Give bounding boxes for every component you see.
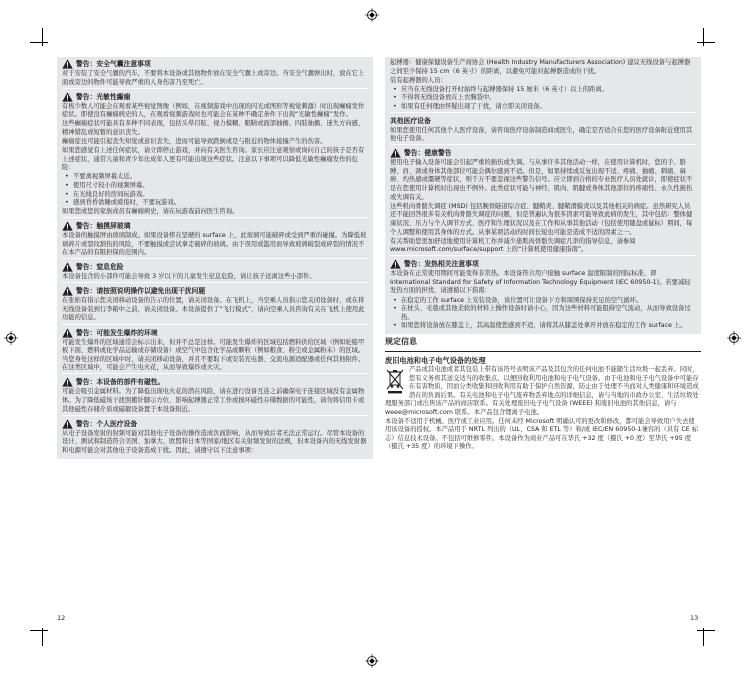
warning-triangle-icon bbox=[62, 59, 73, 69]
right-column bbox=[385, 57, 701, 452]
section-paragraph: 本设备在正常使用期间可能变得非常热。本设备符合用户接触 surface 温度限制的国际标准，即 International Standard for Safety of Information Technology Equipment (IEC 60950-1)。若要减轻发热方面的担忧，请遵循以下指南： bbox=[390, 270, 691, 295]
airbag-section bbox=[62, 59, 368, 87]
list-item: • 在稳定的工作 surface 上安装设备，该位置可让设备下方和周围保持充足的空气循环。 bbox=[401, 297, 696, 306]
pacemaker-list bbox=[390, 86, 696, 112]
section-body: 本设备包含的小部件可能会导致 3 岁以下的儿童发生窒息危险，请让孩子远离这些小部件。 bbox=[62, 273, 316, 281]
disposal-paragraph: 产品或其电池或者其包装上带有该符号表明该产品及其包含的任何电池不能随生活垃圾一起丢弃。同时，您有义务将其送交适当的收集点，以便回收利用电池和电子电气设备。由于电池和电子电气设备中可能存在有害物质，因而分类收集和回收利用有助于保护自然资源，防止由于处理不当而对人类健康和环境造成潜在的负面后果。有关电池和电子电气废弃物丢弃地点的详细信息，请与当地的市政办公室、生活垃圾处理服务部门或出售该产品的商店联系。有关处理废旧电子电气设备 (WEEE) 和废旧电池的其他信息，请与 weee@microsoft.com 联系。本产品包含锂离子电池。 bbox=[385, 365, 699, 416]
section-title: 警告：安全气囊注意事项 bbox=[76, 60, 151, 68]
list-item: • 在光线良好的房间玩游戏。 bbox=[73, 191, 368, 200]
section-title: 警告：可能发生爆炸的环境 bbox=[76, 328, 158, 337]
list-item: • 应当在无线设备打开时始终与起搏器保持 15 厘米（6 英寸）以上的距离。 bbox=[401, 86, 696, 95]
section-body: 可能会吸引金属材料。为了降低出现电火花的潜在风险，请在进行设备互连之前确保电子连接区域没有金属物体。为了降低磁场干扰照搬针脚示方位、影响起搏器正常工作或损坏磁性存储数据的可能性，请勿将信用卡或其他磁性存储介质或磁敏设备置于本设备附近。 bbox=[62, 388, 365, 413]
registration-mark-right bbox=[727, 331, 741, 345]
list-item: • 感到昏昏欲睡或疲倦时，不要玩游戏。 bbox=[73, 199, 368, 208]
crop-mark bbox=[703, 628, 704, 646]
section-paragraph: 如果您感觉有上述任何症状，请立即停止游戏，并向有关医生咨询。家长应注意观察或询问自己的孩子是否有上述症状，通常儿童和青少年比成年人更有可能出现这些症状。注意以下事项可以降低光敏性癫痫发作的危险： bbox=[62, 147, 365, 172]
left-column bbox=[57, 57, 373, 459]
medical-section bbox=[62, 415, 368, 456]
section-body: 本设备的触摸屏由玻璃制成。如果设备摔在坚硬的 surface 上，此玻璃可能破碎或受到严重的碰撞。为降低玻璃碎片或裂纹割伤的风险，不要触摸或尝试拿走破碎的玻璃。由于误用或滥用而导致玻璃破裂或碎裂的情况不在本产品的有限担保的范围内。 bbox=[62, 231, 367, 257]
section-title: 警告：请按照说明操作以避免出现干扰问题 bbox=[76, 287, 206, 296]
heat-section bbox=[390, 255, 696, 331]
right-warning-box bbox=[385, 57, 701, 334]
section-paragraph: 癫痫症也可能引起丧失知觉或意识丧失，进而可能导致跌倒或是与附近的物体接撞产生的伤害。 bbox=[62, 138, 327, 146]
section-paragraph: 如果您或您的家族成员有癫痫病史，请在玩游戏前向医生咨询。 bbox=[62, 207, 239, 215]
section-body: 对于安装了安全气囊的汽车，不要将本设备或其他物件放在安全气囊上或旁边。当安全气囊弹出时，放在它上面或旁边的物件可能导致严重的人身伤害乃至死亡。 bbox=[62, 70, 365, 86]
warning-triangle-icon bbox=[62, 328, 73, 338]
section-title: 警告：本设备的部件有磁性。 bbox=[76, 378, 165, 387]
section-title: 警告：发热相关注意事项 bbox=[404, 260, 479, 269]
choking-section bbox=[62, 258, 368, 282]
crop-mark bbox=[703, 28, 704, 46]
crop-mark bbox=[30, 630, 48, 631]
crop-mark bbox=[42, 28, 43, 46]
page-number-right: 13 bbox=[690, 614, 699, 622]
section-title: 警告：个人医疗设备 bbox=[76, 419, 138, 428]
section-title: 警告：窒息危险 bbox=[76, 263, 124, 272]
regulatory-heading: 规定信息 bbox=[385, 336, 417, 346]
metal-section bbox=[62, 373, 368, 414]
warning-triangle-icon bbox=[62, 377, 73, 387]
section-paragraph: 装有起搏器的人员： bbox=[390, 76, 447, 84]
warning-triangle-icon bbox=[62, 221, 73, 231]
interference-section bbox=[62, 282, 368, 323]
crossed-out-wheelie-bin-icon bbox=[385, 368, 405, 394]
section-body: 从电子设备发射的射频可能对其他电子设备的操作造成负面影响，从而导致后者无法正常运行。尽管本设备的设计、测试和制造符合美国、加拿大、欧盟和日本等国家/地区有关射频发射的法规，但本设备内的无线发射器和电源可能会对其他电子设备造成干扰。因此，请遵守以下注意事项： bbox=[62, 429, 367, 454]
crop-mark bbox=[697, 42, 715, 43]
warning-triangle-icon bbox=[390, 148, 401, 158]
list-item: • 在枕头、毛毯或其他柔软的材料上操作设备时请小心，因为这些材料可能阻碍空气流动，从而导致设备过热。 bbox=[401, 305, 696, 322]
pacemaker-section bbox=[390, 59, 696, 112]
list-item: • 使用尺寸较小的视频屏幕。 bbox=[73, 182, 368, 191]
warning-triangle-icon bbox=[390, 259, 401, 269]
list-item: • 不得将无线设备放在上衣胸袋中。 bbox=[401, 94, 696, 103]
warning-triangle-icon bbox=[62, 286, 73, 296]
section-title: 警告：触摸屏玻璃 bbox=[76, 221, 131, 230]
section-paragraph: 有关帮助您更加舒适地使用计算机工作并减少患肌肉骨骼失调症几率的指导信息，请参阅 www.microsoft.com/surface/support 上的“计算机使用健康指南”。 bbox=[390, 237, 636, 254]
page-number-left: 12 bbox=[57, 614, 66, 622]
section-title: 其他医疗设备 bbox=[390, 116, 431, 125]
list-item: • 不要离视频屏幕太近。 bbox=[73, 173, 368, 182]
section-title: 警告：光敏性癫痫 bbox=[76, 92, 131, 101]
section-paragraph: 使用电子输入设备可能会引起严重的损伤或失调。与从事许多其他活动一样，在使用计算机时，您的手、胳膊、肩、颈或身体其他部位可能会偶尔感到不适。但是，如果持续或反复出现不适、疼痛、抽痛、刺痛、麻痹、灼热感或僵硬等症状，则千万不要忽视这些警告信号。应立即到合格的专业医疗人员处就诊，即使症状不是在您使用计算机时出现也不例外。此类症状可能与神经、肌肉、肌腱或身体其他部位的疼痛性、永久性损伤或失调有关。 bbox=[390, 159, 693, 201]
explosive-section bbox=[62, 324, 368, 373]
crop-mark bbox=[42, 628, 43, 646]
seizure-section bbox=[62, 88, 368, 217]
section-body: 如果您使用任何其他个人医疗设备，请咨询医疗设备制造商或医生，确定是否适合在您的医疗设备附近使用其他电子设备。 bbox=[390, 126, 693, 143]
section-body: 可能发生爆炸的区域通常会标示出来，但并不总是这样。可能发生爆炸的区域包括燃料供给区域（例如轮船甲板下面、燃料或化学品运输或存储设备）或空气中包含化学品或颗粒（例如粮食、粉尘或金属粉末）的区域。当您身处这样的区域中时，请关闭移动设备，并且不要取下或安装充电器、交流电源适配器或任何其他附件。在这类区域中，可能会产生电火花，从而导致爆炸或火灾。 bbox=[62, 338, 365, 372]
warning-triangle-icon bbox=[62, 262, 73, 272]
health-section bbox=[390, 144, 696, 255]
section-paragraph: 这些癫痫症状可能具有多种不同表现，包括头晕目眩、视力模糊、眼睛或面部抽搐、四肢抽搐、迷失方向感、精神错乱或短暂的意识丧失。 bbox=[62, 120, 365, 136]
list-item: • 如果有任何理由怀疑出现了干扰，请立即关闭设备。 bbox=[401, 103, 696, 112]
disposal-heading: 废旧电池和电子电气设备的处理 bbox=[385, 355, 486, 365]
section-paragraph: 有极少数人可能会在观看某些视觉图像（例如，在视频游戏中出现的闪光或图形等视觉刺激）时出现癫痫发作症状。即使没有癫痫病史的人，在观看视频游戏时也可能会在某种不确定条件下出现“光敏性癫痫”发作。 bbox=[62, 102, 365, 119]
section-title: 警告：健康警告 bbox=[404, 149, 452, 158]
other-medical-section bbox=[390, 112, 696, 144]
glass-section bbox=[62, 217, 368, 258]
disposal-paragraph: 本设备不适用于机械、医疗或工业应用。任何未经 Microsoft 明确认可的更改和修改，都可能会导致用户失去使用该设备的授权。本产品用于 NRTL 列出的（UL、CSA 和 ETL 等）和/或 IEC/EN 60950-1兼容的（具有 CE 标志）信息技术设备。不包括可维修零件。本设备作为商业产品可在华氏 +32 度（摄氏 +0 度）至华氏 +95 度（摄氏 +35 度）的环境下操作。 bbox=[385, 417, 699, 451]
divider bbox=[385, 351, 701, 352]
list-item: • 如果您将设备放在膝盖上，其高温使您感到不适，请将其从膝盖处拿开并放在稳定的工作 surface 上。 bbox=[401, 322, 696, 331]
registration-mark-left bbox=[4, 331, 18, 345]
warning-triangle-icon bbox=[62, 419, 73, 429]
crop-mark bbox=[697, 630, 715, 631]
regulatory-area bbox=[385, 336, 701, 452]
seizure-tips-list bbox=[62, 173, 368, 207]
section-body: 在张贴有指示您关闭移动设备的告示的位置，请关闭设备。在飞机上，当空乘人员指示您关闭设备时，或在将无线设备装到行李箱中之前，请关闭设备。本设备提供了“飞行模式”，请向空乘人员咨询有关在飞机上使用此功能的信息。 bbox=[62, 297, 365, 322]
registration-mark-top bbox=[365, 8, 379, 22]
section-paragraph: 起搏器：健康保健设备生产商协会 (Health Industry Manufacturers Association) 建议无线设备与起搏器之间至少保持 15 cm（6 英寸）的距离，以避免可能对起搏器造成的干扰。 bbox=[390, 59, 691, 75]
left-warning-box bbox=[57, 57, 373, 459]
crop-mark bbox=[30, 42, 48, 43]
warning-triangle-icon bbox=[62, 92, 73, 102]
section-paragraph: 这些机肉骨骼失调症 (MSD) 包括腕骨隧道综合症、腱鞘炎、腱鞘滑膜炎以及其他相关的病症。虽然研究人员还不能回答很多有关机肉骨骼失调症的问题，但是普遍认为很多因素可能导致此病的发生，其中包括：整体健康状况、压力与个人调节方式、医疗和生理状况以及在工作和从事其他活动（包括使用键盘或鼠标）期间，每个人调整和使用其身体的方式。从事某项活动的时间长短也可能是造成不适的因素之一。 bbox=[390, 202, 693, 236]
heat-list bbox=[390, 297, 696, 331]
registration-mark-bottom bbox=[365, 654, 379, 668]
